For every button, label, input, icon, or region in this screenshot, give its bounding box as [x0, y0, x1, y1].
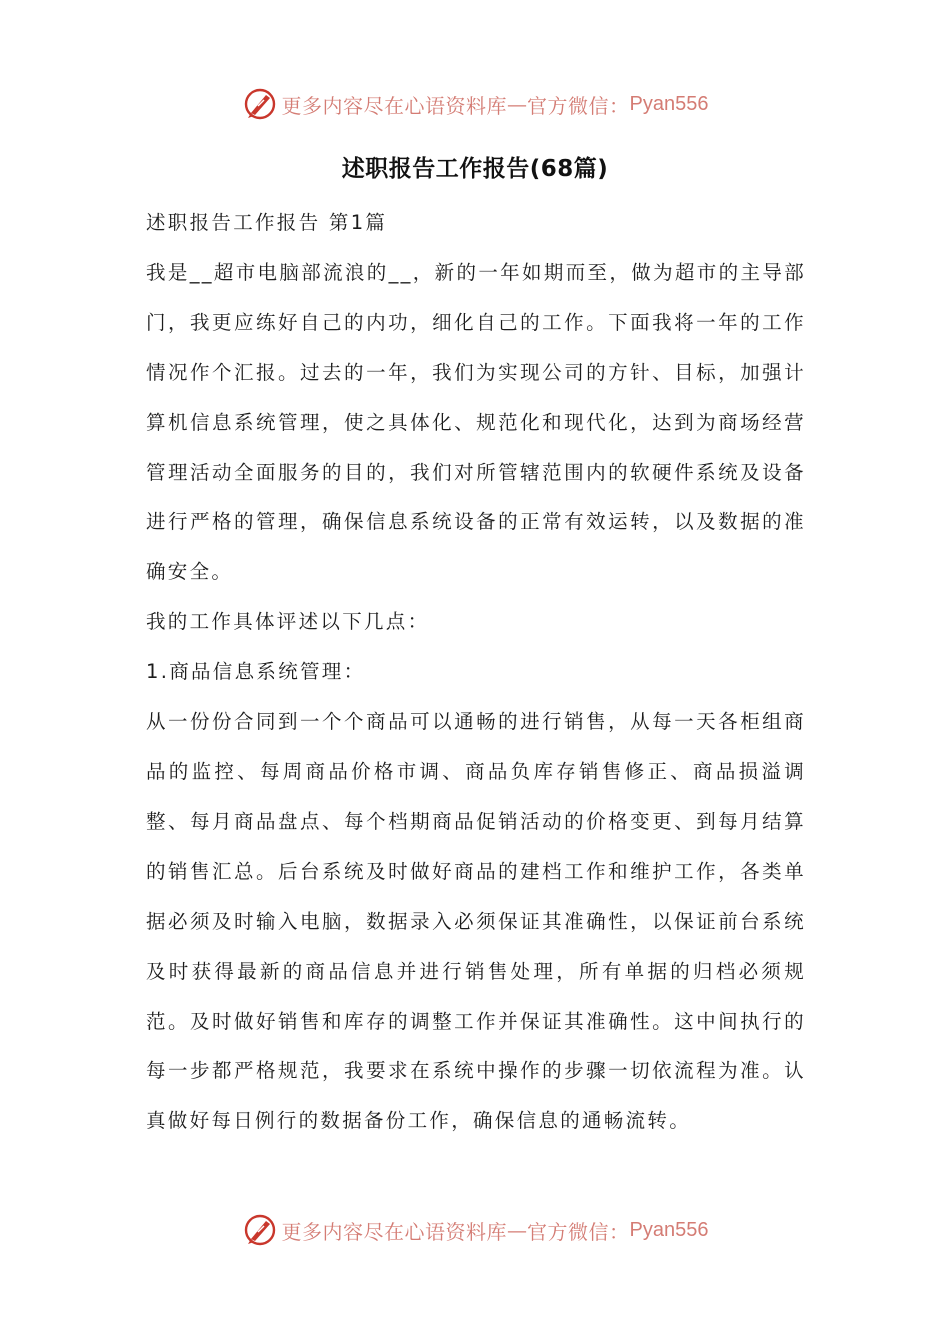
banner-wechat-label: 官方微信： [527, 1219, 630, 1244]
section-heading: 述职报告工作报告 第1篇 [146, 211, 388, 234]
paragraph-product-info: 从一份份合同到一个个商品可以通畅的进行销售，从每一天各柜组商品的监控、每周商品价格市调、商品负库存销售修正、商品损溢调整、每月商品盘点、每个档期商品促销活动的价格变更、到每月结算的销售汇总。后台系统及时做好商品的建档工作和维护工作，各类单据必须及时输入电脑，数据录入必须保证其准确性，以保证前台系统及时获得最新的商品信息并进行销售处理，所有单据的归档必须规范。及时做好销售和库存的调整工作并保证其准确性。这中间执行的每一步都严格规范，我要求在系统中操作的步骤一切依流程为准。认真做好每日例行的数据备份工作，确保信息的通畅流转。 [146, 710, 806, 1133]
paragraph-summary-lead: 我的工作具体评述以下几点： [146, 610, 430, 634]
banner-account: Pyan556 [629, 92, 709, 115]
quill-pen-logo-icon [242, 1212, 278, 1248]
banner-wechat-label: 官方微信： [527, 93, 630, 118]
banner-separator: — [507, 1218, 528, 1242]
document-title: 述职报告工作报告(68篇) [341, 156, 609, 182]
document-body [146, 198, 806, 1146]
footer-banner [0, 1208, 950, 1252]
header-banner [0, 82, 950, 126]
banner-text: 更多内容尽在心语资料库 [281, 1219, 508, 1244]
quill-pen-logo-icon [242, 86, 278, 122]
banner-account: Pyan556 [629, 1218, 709, 1241]
subheading-product-info: 1.商品信息系统管理： [146, 660, 366, 684]
banner-separator: — [507, 92, 528, 116]
banner-text: 更多内容尽在心语资料库 [281, 93, 508, 118]
paragraph-intro: 我是__超市电脑部流浪的__，新的一年如期而至，做为超市的主导部门，我更应练好自己的内功，细化自己的工作。下面我将一年的工作情况作个汇报。过去的一年，我们为实现公司的方针、目标，加强计算机信息系统管理，使之具体化、规范化和现代化，达到为商场经营管理活动全面服务的目的，我们对所管辖范围内的软硬件系统及设备进行严格的管理，确保信息系统设备的正常有效运转，以及数据的准确安全。 [146, 260, 806, 584]
